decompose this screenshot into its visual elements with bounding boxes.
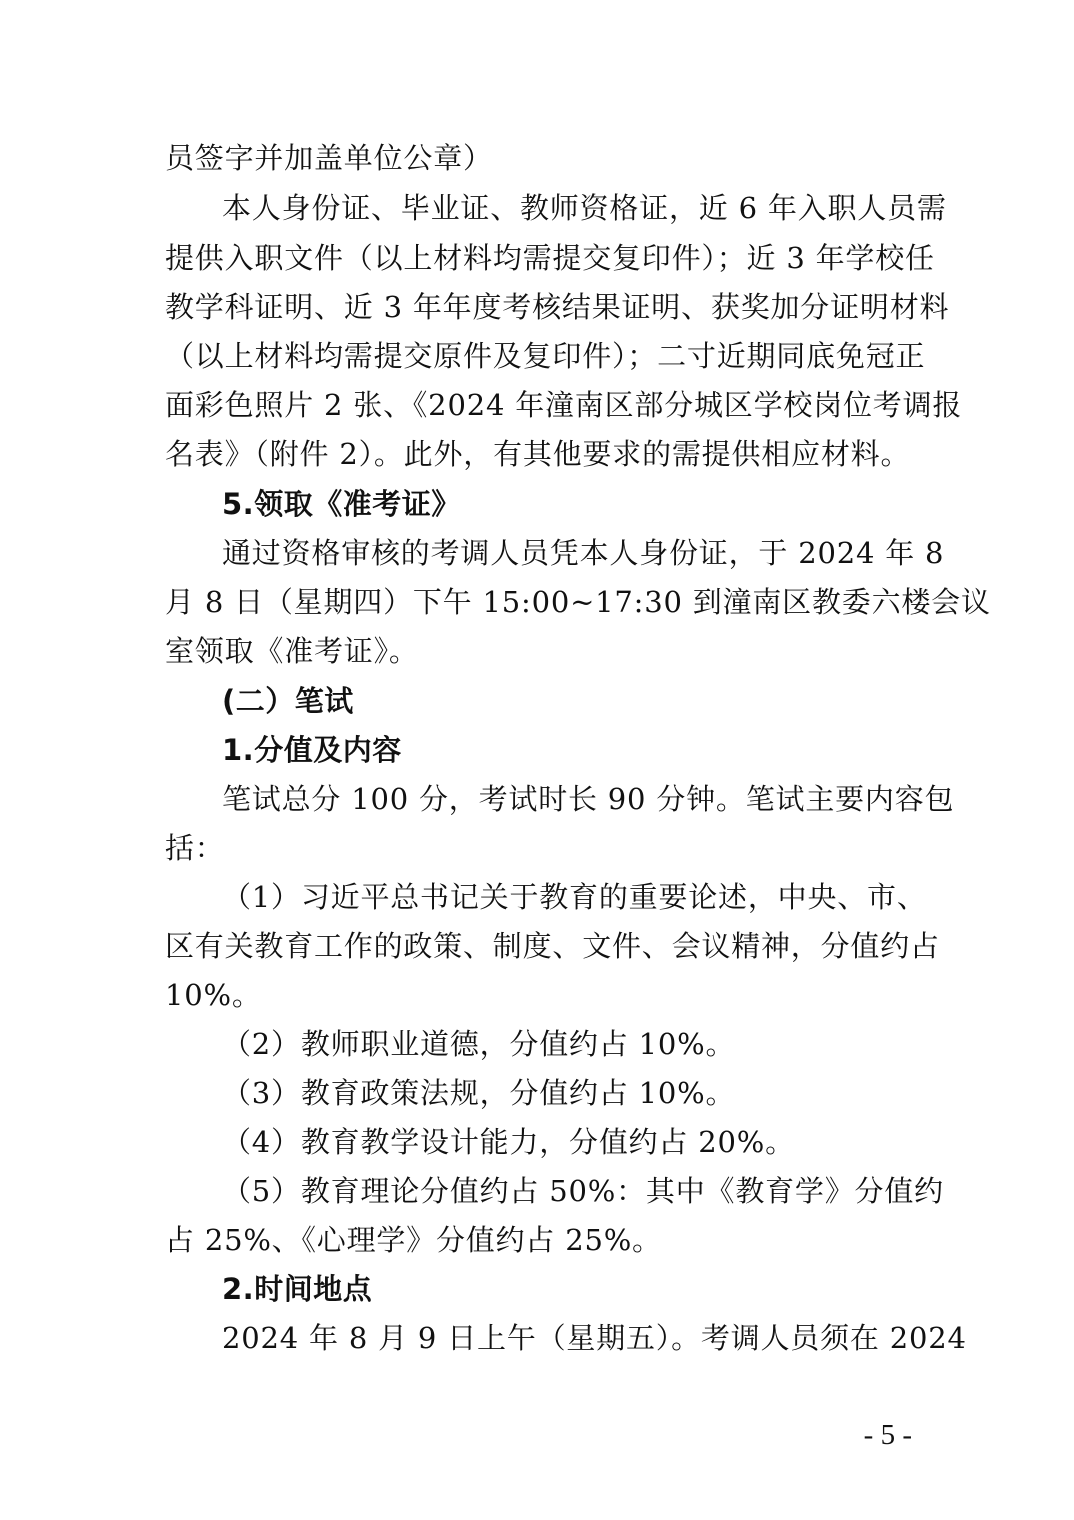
text-line: 月 8 日（星期四）下午 15:00~17:30 到潼南区教委六楼会议 [165, 585, 991, 619]
text-line: 室领取《准考证》。 [165, 634, 419, 668]
text-line: （5）教育理论分值约占 50%：其中《教育学》分值约 [222, 1174, 944, 1208]
page-number: - 5 - [863, 1419, 912, 1451]
text-line: 占 25%、《心理学》分值约占 25%。 [165, 1223, 662, 1257]
text-line: （以上材料均需提交原件及复印件）；二寸近期同底免冠正 [165, 339, 926, 373]
text-line: 面彩色照片 2 张、《2024 年潼南区部分城区学校岗位考调报 [165, 388, 963, 422]
text-line: 本人身份证、毕业证、教师资格证，近 6 年入职人员需 [222, 191, 947, 225]
text-line: 括： [165, 831, 225, 865]
text-line: 员签字并加盖单位公章） [165, 141, 493, 175]
text-line: （3）教育政策法规，分值约占 10%。 [222, 1076, 736, 1110]
text-line: （2）教师职业道德，分值约占 10%。 [222, 1027, 736, 1061]
section-heading: 2.时间地点 [222, 1272, 373, 1306]
text-line: 提供入职文件（以上材料均需提交复印件）；近 3 年学校任 [165, 241, 935, 275]
text-line: 教学科证明、近 3 年年度考核结果证明、获奖加分证明材料 [165, 290, 950, 324]
text-line: 2024 年 8 月 9 日上午（星期五）。考调人员须在 2024 [222, 1321, 967, 1355]
text-line: 区有关教育工作的政策、制度、文件、会议精神，分值约占 [165, 929, 940, 963]
section-heading: 1.分值及内容 [222, 733, 402, 767]
section-heading: 5.领取《准考证》 [222, 487, 461, 521]
text-line: （4）教育教学设计能力，分值约占 20%。 [222, 1125, 795, 1159]
text-line: 名表》（附件 2）。此外，有其他要求的需提供相应材料。 [165, 437, 911, 471]
text-line: （1）习近平总书记关于教育的重要论述，中央、市、 [222, 880, 927, 914]
text-line: 通过资格审核的考调人员凭本人身份证，于 2024 年 8 [222, 536, 945, 570]
section-heading: (二）笔试 [222, 684, 354, 718]
text-line: 10%。 [165, 978, 262, 1012]
text-line: 笔试总分 100 分，考试时长 90 分钟。笔试主要内容包 [222, 782, 955, 816]
